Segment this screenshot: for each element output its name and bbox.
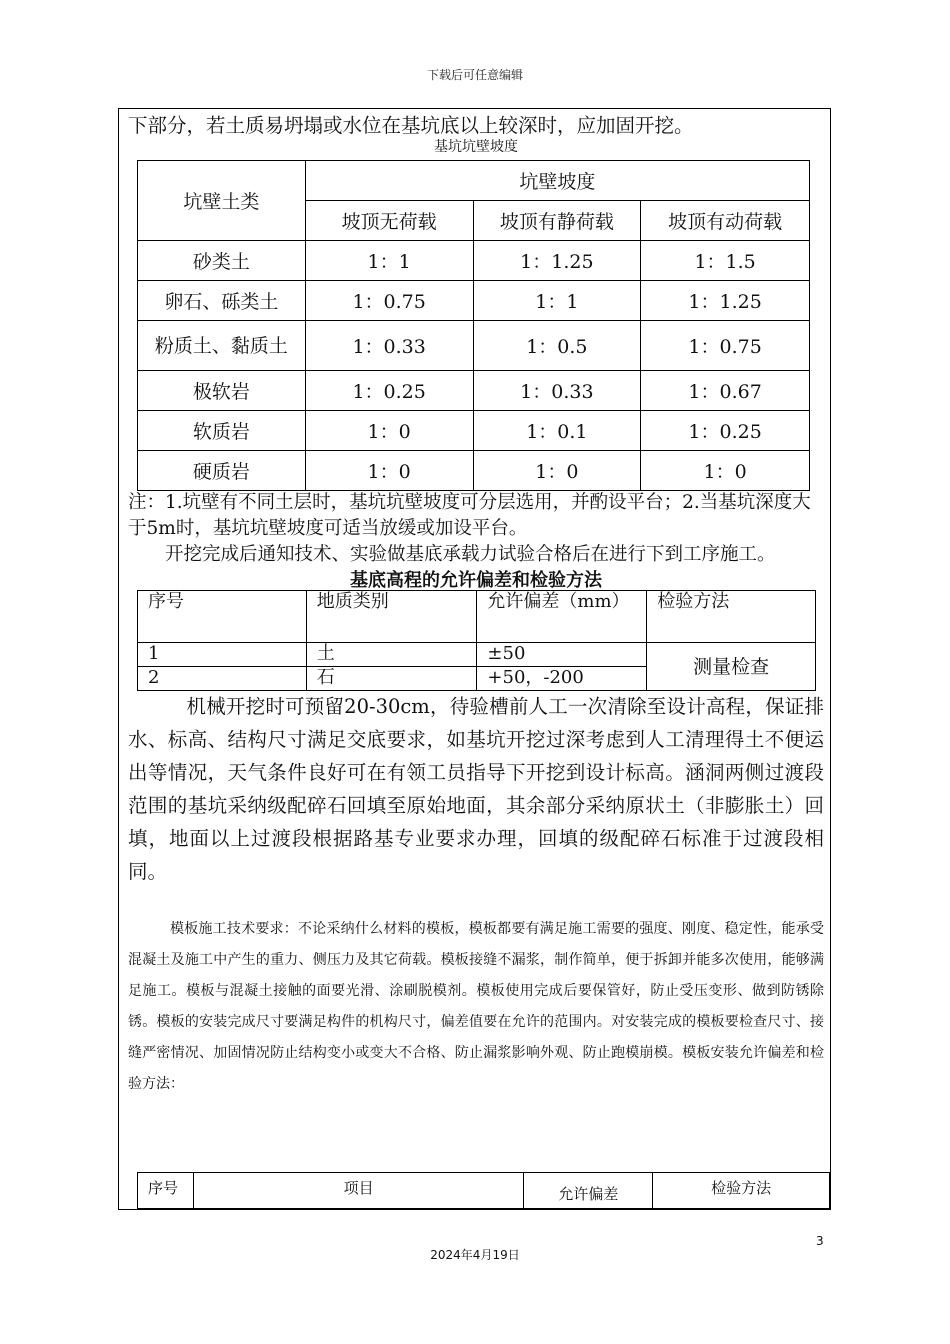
slope-value: 1：0.25: [305, 371, 473, 411]
soil-type: 粉质土、黏质土: [138, 321, 306, 371]
table-row: [138, 643, 816, 667]
table-row: [138, 451, 810, 491]
after-excavation-text: 开挖完成后通知技术、实验做基底承载力试验合格后在进行下到工序施工。: [165, 544, 776, 565]
slope-value: 1：1.5: [641, 241, 810, 281]
row-number: 2: [138, 667, 307, 691]
table-row: [138, 281, 810, 321]
slope-value: 1：0.33: [473, 371, 641, 411]
intro-line: 下部分，若土质易坍塌或水位在基坑底以上较深时，应加固开挖。: [128, 114, 694, 137]
tolerance-table: [137, 590, 816, 691]
formwork-table: [137, 1172, 830, 1209]
tolerance-value: +50，-200: [477, 667, 647, 691]
slope-value: 1：0: [641, 451, 810, 491]
soil-type: 硬质岩: [138, 451, 306, 491]
slope-value: 1：1.25: [641, 281, 810, 321]
header-note: 下载后可任意编辑: [426, 68, 523, 82]
footer-date: 2024年4月19日: [430, 1248, 520, 1262]
geology-type: 石: [306, 667, 477, 691]
tolerance-header: 序号: [138, 591, 307, 643]
slope-value: 1：0: [305, 411, 473, 451]
table-row: [138, 321, 810, 371]
slope-value: 1：0.33: [305, 321, 473, 371]
soil-type: 砂类土: [138, 241, 306, 281]
table-row: [138, 411, 810, 451]
soil-type: 卵石、砾类土: [138, 281, 306, 321]
slope-value: 1：0.25: [641, 411, 810, 451]
slope-subcol: 坡顶有动荷载: [641, 201, 810, 241]
table-row: [138, 371, 810, 411]
tolerance-table-title: 基底高程的允许偏差和检验方法: [350, 570, 602, 591]
slope-value: 1：0.75: [305, 281, 473, 321]
geology-type: 土: [306, 643, 477, 667]
table-row: [138, 241, 810, 281]
slope-table: [137, 160, 810, 491]
slope-value: 1：0.5: [473, 321, 641, 371]
tolerance-value: ±50: [477, 643, 647, 667]
slope-col-soil: 坑壁土类: [138, 161, 306, 241]
formwork-header: 检验方法: [653, 1173, 830, 1209]
row-number: 1: [138, 643, 307, 667]
tolerance-header: 检验方法: [647, 591, 816, 643]
soil-type: 软质岩: [138, 411, 306, 451]
check-method: 测量检查: [647, 643, 816, 691]
slope-value: 1：0.67: [641, 371, 810, 411]
slope-table-caption: 基坑坑壁坡度: [434, 139, 518, 155]
soil-type: 极软岩: [138, 371, 306, 411]
tolerance-header: 地质类别: [306, 591, 477, 643]
mechanical-excavation-text: 机械开挖时可预留20-30cm，待验槽前人工一次清除至设计高程，保证排水、标高、结构尺寸满足交底要求，如基坑开挖过深考虑到人工清理得土不便运出等情况，天气条件良好可在有领工员指导下开挖到设计标高。涵洞两侧过渡段范围的基坑采纳级配碎石回填至原始地面，其余部分采纳原状土（非膨胀土）回填，地面以上过渡段根据路基专业要求办理，回填的级配碎石标准于过渡段相同。: [128, 695, 824, 883]
formwork-header: 允许偏差: [524, 1173, 653, 1209]
slope-value: 1：0: [473, 451, 641, 491]
slope-col-group: 坑壁坡度: [305, 161, 809, 201]
formwork-header: 序号: [138, 1173, 194, 1209]
page-number: 3: [816, 1234, 824, 1248]
formwork-text: 模板施工技术要求：不论采纳什么材料的模板，模板都要有满足施工需要的强度、刚度、稳定性，能承受混凝土及施工中产生的重力、侧压力及其它荷载。模板接缝不漏浆，制作简单，便于拆卸并能多次使用，能够满足施工。模板与混凝土接触的面要光滑、涂刷脱模剂。模板使用完成后要保管好，防止受压变形、做到防锈除锈。模板的安装完成尺寸要满足构件的机构尺寸，偏差值要在允许的范围内。对安装完成的模板要检查尺寸、接缝严密情况、加固情况防止结构变小或变大不合格、防止漏浆影响外观、防止跑模崩模。模板安装允许偏差和检验方法：: [128, 921, 824, 1092]
slope-value: 1：0.1: [473, 411, 641, 451]
slope-subcol: 坡顶无荷载: [305, 201, 473, 241]
slope-value: 1：1: [473, 281, 641, 321]
slope-value: 1：0: [305, 451, 473, 491]
formwork-header: 项目: [193, 1173, 523, 1209]
slope-value: 1：0.75: [641, 321, 810, 371]
slope-note: 注：1.坑壁有不同土层时，基坑坑壁坡度可分层选用，并酌设平台；2.当基坑深度大于5m时，基坑坑壁坡度可适当放缓或加设平台。: [128, 492, 811, 539]
slope-value: 1：1.25: [473, 241, 641, 281]
slope-subcol: 坡顶有静荷载: [473, 201, 641, 241]
slope-value: 1：1: [305, 241, 473, 281]
tolerance-header: 允许偏差（mm）: [477, 591, 647, 643]
